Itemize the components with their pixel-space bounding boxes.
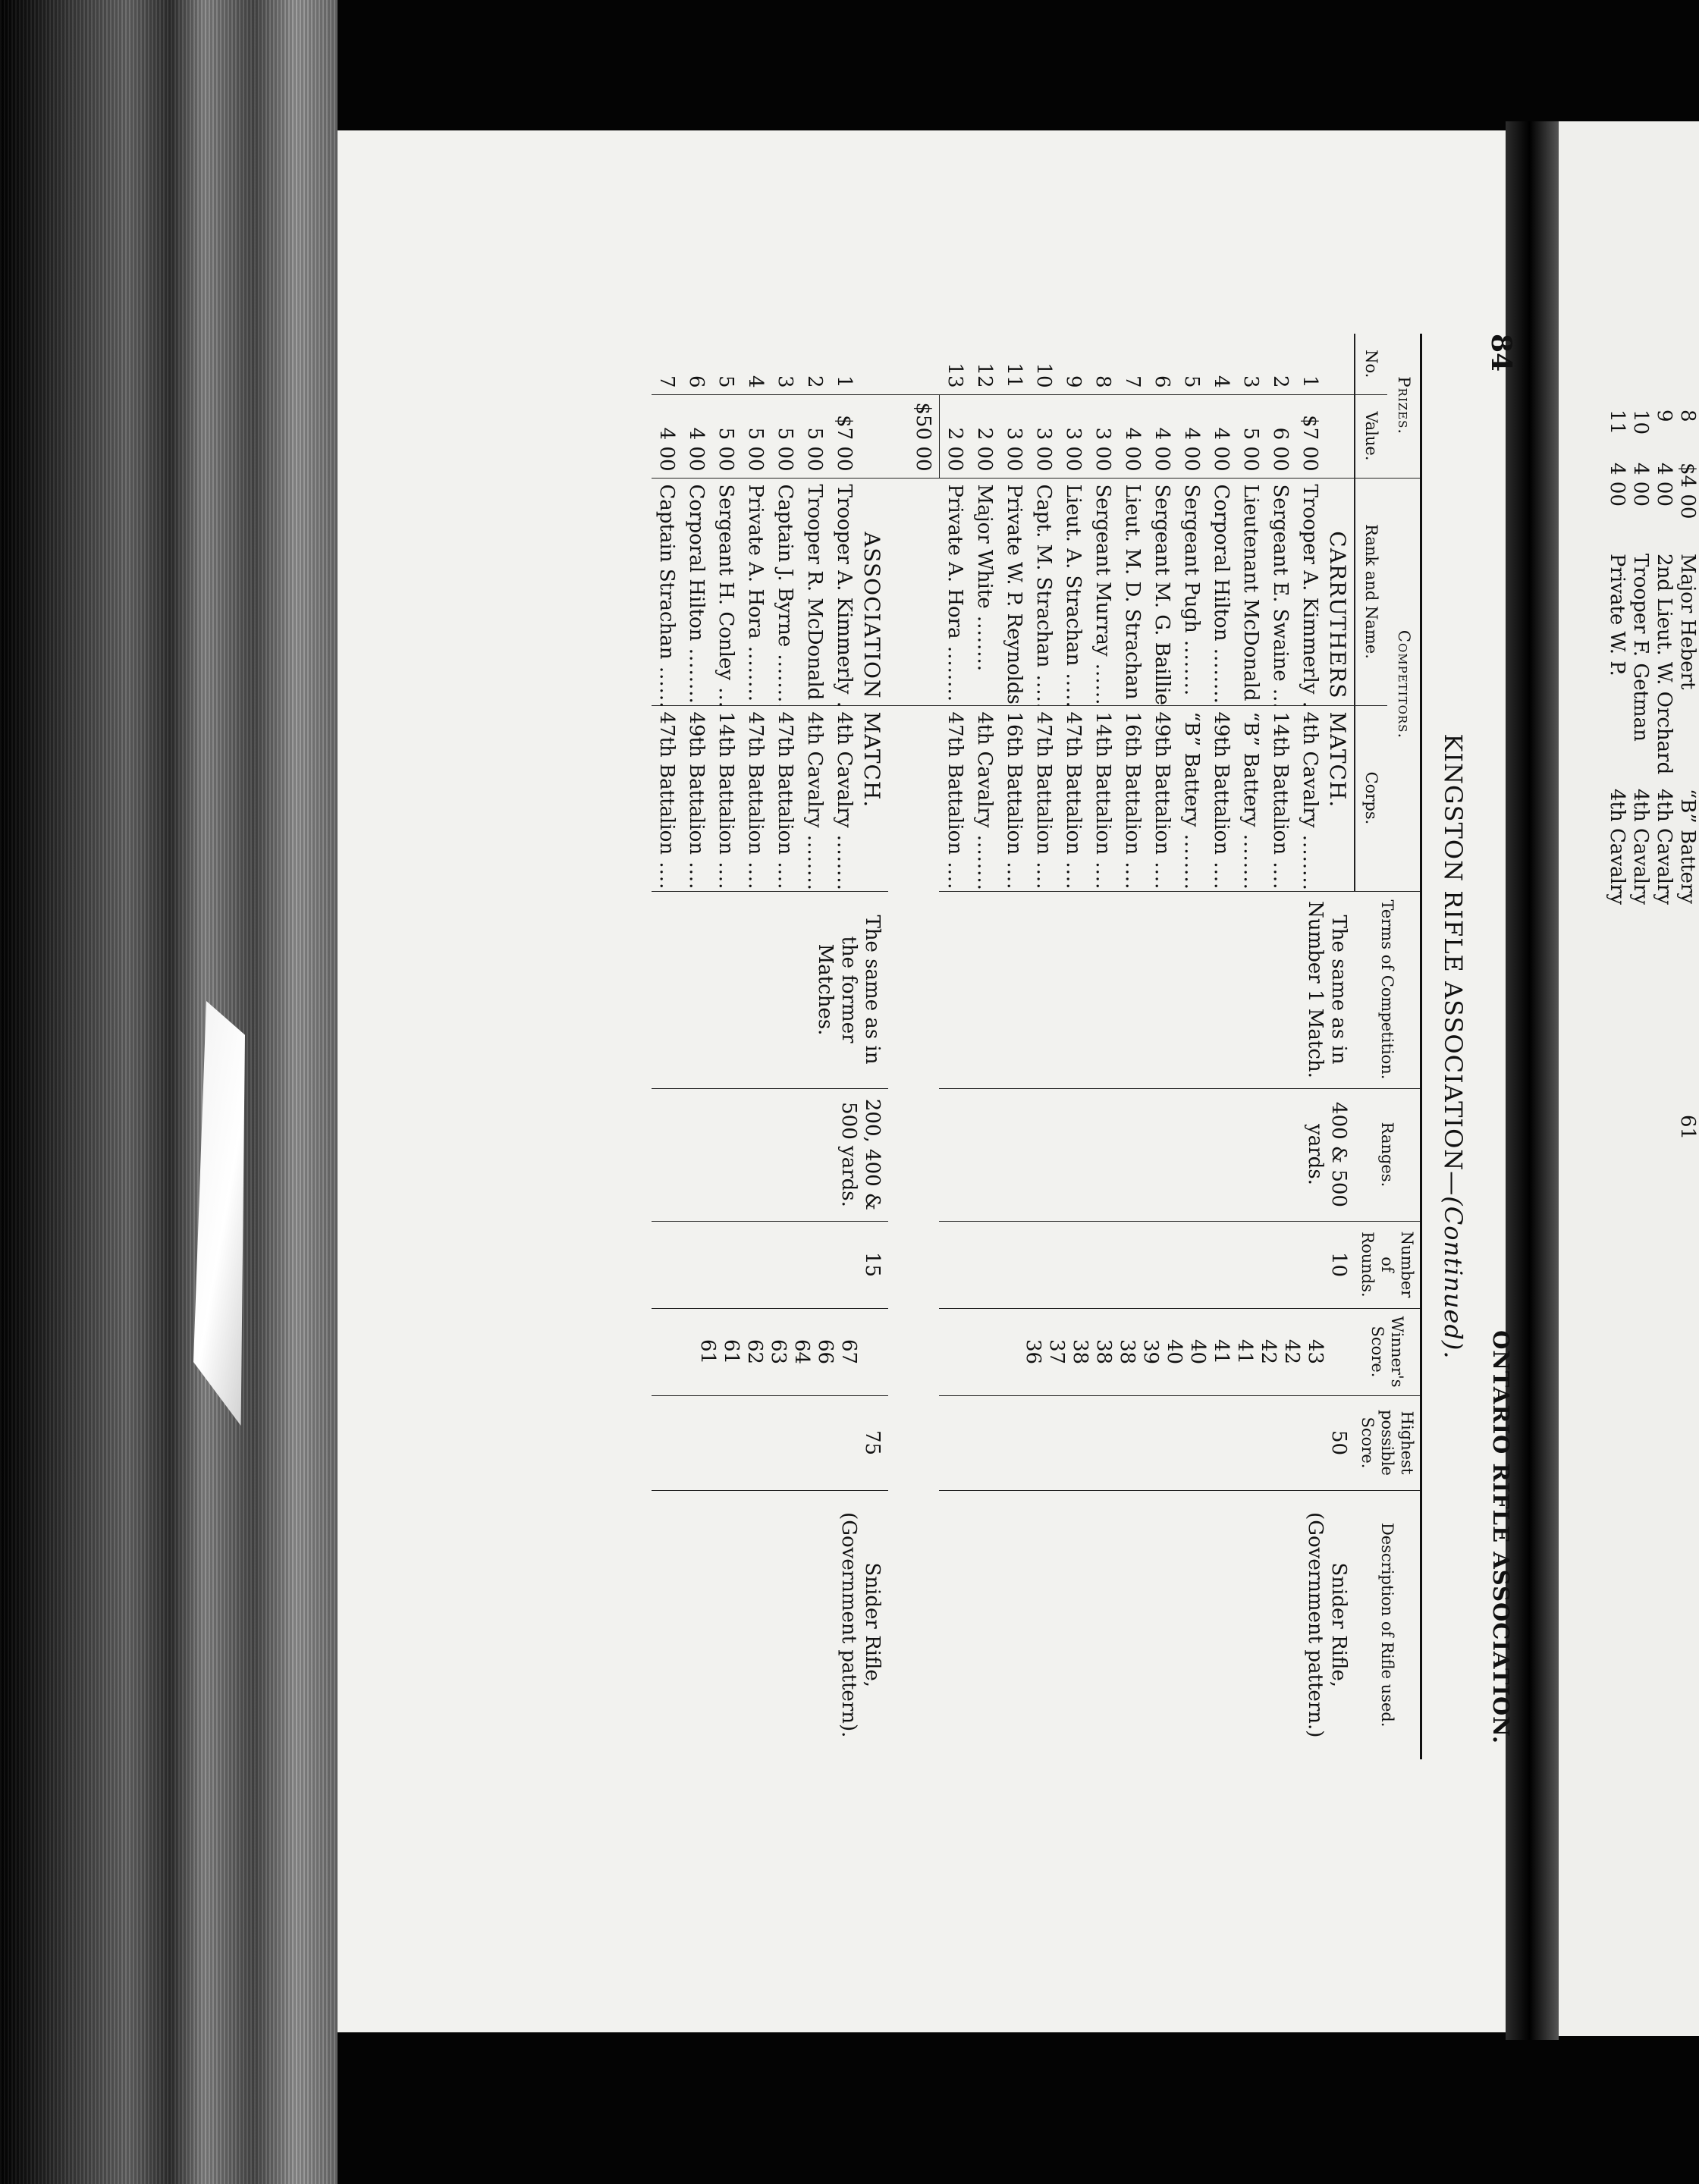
spacer-cell xyxy=(859,394,888,478)
competitor-corps: 4th Cavalry ..... xyxy=(969,705,999,891)
header-rounds: Number of Rounds. xyxy=(1355,1221,1421,1308)
running-head: ONTARIO RIFLE ASSOCIATION. xyxy=(1488,1330,1514,1744)
fragment-value: $4 00 xyxy=(1676,463,1699,519)
match-ranges: 200, 400 & 500 yards. xyxy=(652,1088,888,1221)
winner-score: 43 xyxy=(1304,1338,1327,1365)
competitor-name: Capt. M. Strachan ..... xyxy=(1029,478,1058,705)
header-corps: Corps. xyxy=(1355,705,1387,891)
competitor-name: Trooper A. Kimmerly ..... xyxy=(1295,478,1324,705)
prize-value: 4 00 xyxy=(1176,394,1206,478)
winner-score: 38 xyxy=(1069,1338,1091,1365)
prize-value: 4 00 xyxy=(1117,394,1147,478)
spacer-cell xyxy=(859,334,888,394)
spacer-cell xyxy=(1324,394,1355,478)
match-heading-row xyxy=(1324,334,1355,1759)
competitor-corps: 49th Battalion ..... xyxy=(681,705,711,891)
competitor-name: Private W. P. Reynolds ..... xyxy=(999,478,1029,705)
competitor-name: Captain Strachan ..... xyxy=(652,478,681,705)
winner-score: 41 xyxy=(1233,1338,1256,1365)
competitor-corps: 4th Cavalry ..... xyxy=(829,705,859,891)
spacer-cell xyxy=(888,334,940,394)
competitor-corps: 16th Battalion ..... xyxy=(999,705,1029,891)
competitor-name: Major White ..... xyxy=(969,478,999,705)
winner-score: 40 xyxy=(1163,1338,1186,1365)
prize-number: 2 xyxy=(1269,375,1292,388)
competitor-name: Private A. Hora ..... xyxy=(940,478,970,705)
table-title xyxy=(1439,334,1468,1759)
fragment-name: 2nd Lieut. W. Orchard xyxy=(1653,554,1675,775)
competitor-corps: “B” Battery ..... xyxy=(1176,705,1206,891)
page-number: 84 xyxy=(1485,334,1517,372)
header-terms: Terms of Competition. xyxy=(1355,891,1421,1088)
fragment-value: 4 00 xyxy=(1606,463,1628,507)
competitor-corps: 47th Battalion ..... xyxy=(1029,705,1058,891)
prize-number: 1 xyxy=(833,375,856,388)
header-competitors: Competitors. xyxy=(1387,478,1421,891)
prize-value: 5 00 xyxy=(740,394,770,478)
winners-score-column xyxy=(940,1308,1355,1395)
competitor-corps: 47th Battalion ..... xyxy=(1058,705,1088,891)
prize-number: 5 xyxy=(1180,375,1203,388)
prize-number: 13 xyxy=(944,362,966,388)
winner-score: 64 xyxy=(790,1338,813,1365)
competitor-name: Sergeant Murray ..... xyxy=(1088,478,1117,705)
competitor-corps: 47th Battalion ..... xyxy=(740,705,770,891)
prize-value: 6 00 xyxy=(1265,394,1295,478)
match-highest-score: 75 xyxy=(652,1395,888,1490)
right-page xyxy=(1559,121,1699,2036)
prize-value: 4 00 xyxy=(681,394,711,478)
header-winners-score: Winner's Score. xyxy=(1355,1308,1421,1395)
prize-value: 3 00 xyxy=(1058,394,1088,478)
spacer-cell xyxy=(1324,334,1355,394)
fragment-no: 9 xyxy=(1653,410,1675,422)
winner-score: 67 xyxy=(837,1338,860,1365)
winner-score: 40 xyxy=(1186,1338,1209,1365)
header-value: Value. xyxy=(1355,394,1387,478)
fragment-no: 10 xyxy=(1629,410,1652,435)
winner-score: 38 xyxy=(1092,1338,1115,1365)
prize-value: 3 00 xyxy=(1088,394,1117,478)
fragment-corps: 4th Cavalry xyxy=(1606,789,1628,905)
right-page-fragment xyxy=(1559,410,1699,1168)
competitor-corps: 14th Battalion ..... xyxy=(1265,705,1295,891)
winner-score: 62 xyxy=(743,1338,766,1365)
prize-number: 4 xyxy=(744,375,767,388)
prize-number: 3 xyxy=(1239,375,1262,388)
header-ranges: Ranges. xyxy=(1355,1088,1421,1221)
header-description: Description of Rifle used. xyxy=(1355,1490,1421,1759)
match-highest-score: 50 xyxy=(940,1395,1355,1490)
competitor-corps: 49th Battalion ..... xyxy=(1206,705,1236,891)
competitor-corps: “B” Battery ..... xyxy=(1236,705,1265,891)
prize-number: 2 xyxy=(803,375,826,388)
fragment-no: 8 xyxy=(1676,410,1699,422)
prize-value: 4 00 xyxy=(652,394,681,478)
competitor-name: Sergeant Pugh ..... xyxy=(1176,478,1206,705)
competitor-name: Sergeant E. Swaine ..... xyxy=(1265,478,1295,705)
winner-score: 41 xyxy=(1210,1338,1233,1365)
competitor-name: Trooper A. Kimmerly ..... xyxy=(829,478,859,705)
competitor-name: Sergeant M. G. Baillie ..... xyxy=(1147,478,1176,705)
match-title-left: ASSOCIATION xyxy=(859,478,888,705)
book-page-edges xyxy=(0,0,338,2184)
competitor-corps: 14th Battalion ..... xyxy=(711,705,740,891)
prize-number: 8 xyxy=(1091,375,1114,388)
page-header xyxy=(1479,334,1517,1759)
prize-value: $7 00 xyxy=(1295,394,1324,478)
match-title-right: MATCH. xyxy=(859,705,888,891)
competitor-name: Trooper R. McDonald ..... xyxy=(799,478,829,705)
match-title-right: MATCH. xyxy=(1324,705,1355,891)
match-terms: The same as in Number 1 Match. xyxy=(940,891,1355,1088)
prize-value: 4 00 xyxy=(1206,394,1236,478)
prize-value: 2 00 xyxy=(940,394,970,478)
prize-number: 4 xyxy=(1210,375,1233,388)
match-rifle-description: Snider Rifle, (Government pattern). xyxy=(652,1490,888,1759)
competitor-corps: 49th Battalion ..... xyxy=(1147,705,1176,891)
prize-number: 6 xyxy=(1151,375,1173,388)
fragment-name: Major Hebert xyxy=(1676,554,1699,690)
spacer-cell xyxy=(888,705,940,891)
prize-number: 11 xyxy=(1003,362,1025,388)
prize-number: 3 xyxy=(774,375,796,388)
table-body xyxy=(652,334,1355,1759)
prize-number: 9 xyxy=(1062,375,1085,388)
score-spacer xyxy=(860,1315,884,1389)
fragment-name: Private W. P. xyxy=(1606,554,1628,676)
competitor-name: Private A. Hora ..... xyxy=(740,478,770,705)
score-spacer xyxy=(1327,1315,1350,1389)
header-no: No. xyxy=(1355,334,1387,394)
competitor-name: Corporal Hilton ..... xyxy=(1206,478,1236,705)
prize-number: 12 xyxy=(973,362,996,388)
competitor-corps: 14th Battalion ..... xyxy=(1088,705,1117,891)
winner-score: 39 xyxy=(1139,1338,1162,1365)
match-rounds: 10 xyxy=(940,1221,1355,1308)
match-rifle-description: Snider Rifle, (Government pattern.) xyxy=(940,1490,1355,1759)
prize-value: 3 00 xyxy=(999,394,1029,478)
competitor-name: Corporal Hilton ..... xyxy=(681,478,711,705)
rotated-page-content xyxy=(622,334,1517,1759)
prize-number: 5 xyxy=(714,375,737,388)
fragment-score: 61 xyxy=(1676,1115,1699,1141)
prize-number: 6 xyxy=(685,375,708,388)
competitor-corps: 47th Battalion ..... xyxy=(940,705,970,891)
competitor-name: Lieut. M. D. Strachan ..... xyxy=(1117,478,1147,705)
table-title-main: KINGSTON RIFLE ASSOCIATION— xyxy=(1439,733,1468,1197)
prize-number: 7 xyxy=(655,375,678,388)
fragment-no: 11 xyxy=(1606,410,1628,435)
competitor-corps: 4th Cavalry ..... xyxy=(1295,705,1324,891)
prize-value: 2 00 xyxy=(969,394,999,478)
fragment-corps: “B” Battery xyxy=(1676,789,1699,904)
winner-score: 42 xyxy=(1280,1338,1303,1365)
match-terms: The same as in the former Matches. xyxy=(652,891,888,1088)
prize-total: $50 00 xyxy=(888,394,940,478)
prize-value: 5 00 xyxy=(799,394,829,478)
prize-list-table xyxy=(652,334,1422,1759)
fragment-corps: 4th Cavalry xyxy=(1653,789,1675,905)
match-rounds: 15 xyxy=(652,1221,888,1308)
competitor-name: Lieutenant McDonald ..... xyxy=(1236,478,1265,705)
spacer-cell xyxy=(888,478,940,705)
prize-value: 5 00 xyxy=(711,394,740,478)
winner-score: 63 xyxy=(767,1338,790,1365)
winner-score: 42 xyxy=(1257,1338,1280,1365)
competitor-name: Captain J. Byrne ..... xyxy=(770,478,799,705)
match-title-left: CARRUTHERS xyxy=(1324,478,1355,705)
winner-score: 61 xyxy=(720,1338,743,1365)
match-heading-row xyxy=(859,334,888,1759)
fragment-name: Trooper F. Getman xyxy=(1629,554,1652,742)
fragment-value: 4 00 xyxy=(1629,463,1652,507)
prize-value: 4 00 xyxy=(1147,394,1176,478)
header-highest-score: Highest possible Score. xyxy=(1355,1395,1421,1490)
competitor-corps: 4th Cavalry ..... xyxy=(799,705,829,891)
prize-value: 3 00 xyxy=(1029,394,1058,478)
prize-value: 5 00 xyxy=(770,394,799,478)
competitor-corps: 47th Battalion ..... xyxy=(652,705,681,891)
prize-number: 7 xyxy=(1121,375,1144,388)
competitor-corps: 47th Battalion ..... xyxy=(770,705,799,891)
prize-value: 5 00 xyxy=(1236,394,1265,478)
winner-score: 66 xyxy=(814,1338,837,1365)
winner-score: 61 xyxy=(696,1338,719,1365)
fragment-value: 4 00 xyxy=(1653,463,1675,507)
header-rank-name: Rank and Name. xyxy=(1355,478,1387,705)
competitor-name: Lieut. A. Strachan ..... xyxy=(1058,478,1088,705)
prize-number: 1 xyxy=(1299,375,1321,388)
winner-score: 37 xyxy=(1045,1338,1068,1365)
prize-number: 10 xyxy=(1032,362,1055,388)
header-prizes: Prizes. xyxy=(1387,334,1421,478)
competitor-name: Sergeant H. Conley ..... xyxy=(711,478,740,705)
winners-score-column xyxy=(652,1308,888,1395)
winner-score: 36 xyxy=(1022,1338,1044,1365)
table-title-continued: (Continued). xyxy=(1439,1196,1468,1360)
fragment-corps: 4th Cavalry xyxy=(1629,789,1652,905)
prize-value: $7 00 xyxy=(829,394,859,478)
winner-score: 38 xyxy=(1116,1338,1138,1365)
competitor-corps: 16th Battalion ..... xyxy=(1117,705,1147,891)
total-row xyxy=(888,334,940,1759)
match-ranges: 400 & 500 yards. xyxy=(940,1088,1355,1221)
